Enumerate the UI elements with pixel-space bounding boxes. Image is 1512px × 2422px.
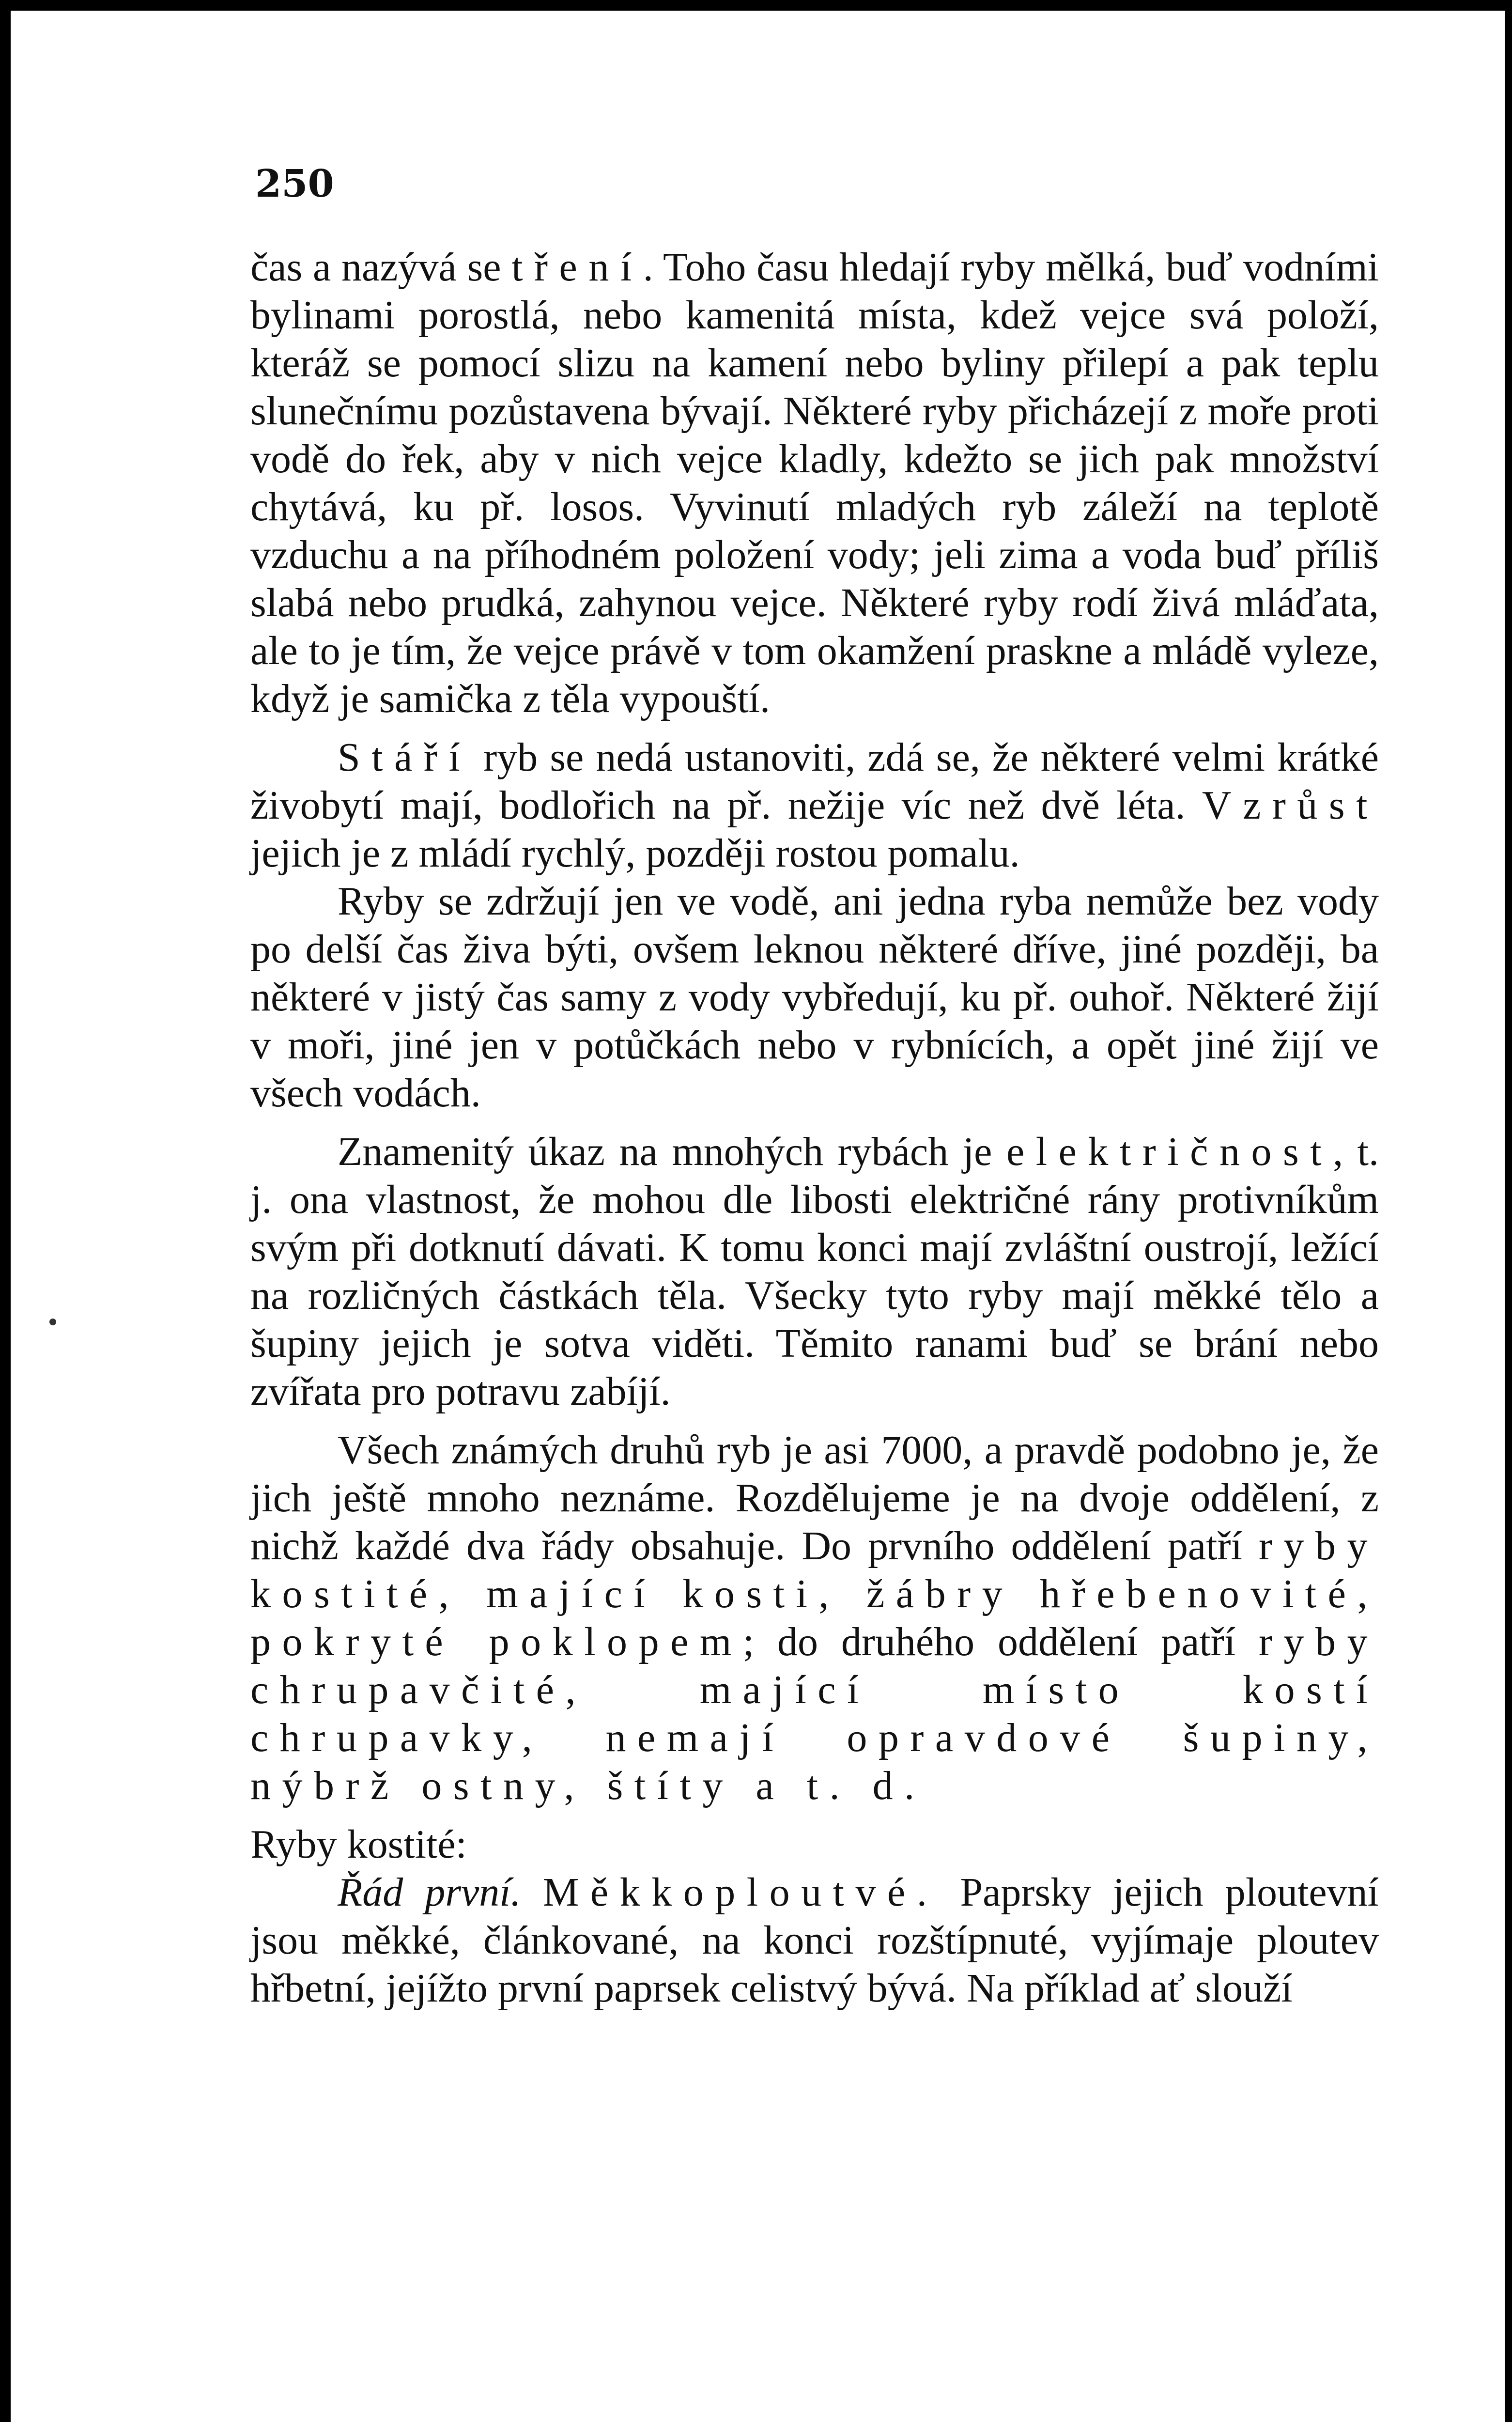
text-run: jejich je z mládí rychlý, později rostou pomalu. (250, 831, 1020, 876)
paragraph-spawning (250, 243, 1379, 723)
body-text (250, 243, 1379, 2012)
paragraph-electricity (250, 1128, 1379, 1415)
emphasis-term: ryby chrupavčité, mající místo kostí chrupavky, nemají opravdové šupiny, nýbrž ostny, štíty a t. d. (250, 1619, 1379, 1808)
text-run: Všech známých druhů ryb je asi 7000, a pravdě podobno je, že jich ještě mnoho neznáme. Rozdělujeme je na dvoje oddělení, z nichž každé dva řády obsahuje. Do prvního oddělení patří (250, 1428, 1379, 1568)
emphasis-term: tření (511, 245, 643, 290)
emphasis-term: ryby kostité, mající kosti, žábry hřebenovité, pokryté poklopem (250, 1523, 1379, 1664)
text-run: Znamenitý úkaz na mnohých rybách je (338, 1129, 1006, 1174)
text-run: , t. j. ona vlastnost, že mohou dle libosti električné rány protivníkům svým při dotknutí dávati. K tomu konci mají zvláštní oustrojí, ležící na rozličných částkách těla. Všecky tyto ryby mají měkké tělo a šupiny jejich je sotva viděti. Těmito ranami buď se brání nebo zvířata pro potravu zabíjí. (250, 1129, 1379, 1414)
text-run: . Toho času hledají ryby mělká, buď vodními bylinami porostlá, nebo kamenitá místa, kdež vejce svá položí, kteráž se pomocí slizu na kamení nebo byliny přilepí a pak teplu slunečnímu pozůstavena bývají. Některé ryby přicházejí z moře proti vodě do řek, aby v nich vejce kladly, kdežto se jich pak množství chytává, ku př. losos. Vyvinutí mladých ryb záleží na teplotě vzduchu a na příhodném položení vody; jeli zima a voda buď příliš slabá nebo prudká, zahynou vejce. Některé ryby rodí živá mláďata, ale to je tím, že vejce právě v tom okamžení praskne a mládě vyleze, když je samička z těla vypouští. (250, 245, 1379, 721)
text-run: Paprsky jejich ploutevní jsou měkké, článkované, na konci rozštípnuté, vyjímaje ploutev hřbetní, jejížto první paprsek celistvý bývá. Na příklad ať slouží (250, 1870, 1379, 2011)
order-name: Měkkoploutvé. (542, 1870, 939, 1915)
paragraph-order-first (250, 1868, 1379, 2012)
text-run: ; do druhého oddělení patří (742, 1619, 1259, 1664)
book-page (11, 11, 1505, 2422)
text-run: čas a nazývá se (250, 245, 512, 290)
emphasis-term: električnost (1006, 1129, 1333, 1174)
paragraph-habitat (250, 877, 1379, 1117)
emphasis-term: Vzrůst (1202, 783, 1379, 828)
paragraph-classification (250, 1426, 1379, 1810)
text-run: Ryby se zdržují jen ve vodě, ani jedna ryba nemůže bez vody po delší čas živa býti, ovšem leknou některé dříve, jiné později, ba některé v jistý čas samy z vody vybředují, ku př. ouhoř. Některé žijí v moři, jiné jen v potůčkách nebo v rybnících, a opět jiné žijí ve všech vodách. (250, 879, 1379, 1116)
margin-speck (49, 1319, 56, 1325)
order-label: Řád první. (338, 1870, 521, 1915)
page-number: 250 (255, 162, 334, 206)
paragraph-age-growth (250, 733, 1379, 877)
section-heading: Ryby kostité: (250, 1822, 467, 1867)
emphasis-term: Stáří (338, 735, 472, 780)
text-run: ryb se nedá ustanoviti, zdá se, že některé velmi krátké živobytí mají, bodlořich na př. nežije víc než dvě léta. (250, 735, 1379, 828)
